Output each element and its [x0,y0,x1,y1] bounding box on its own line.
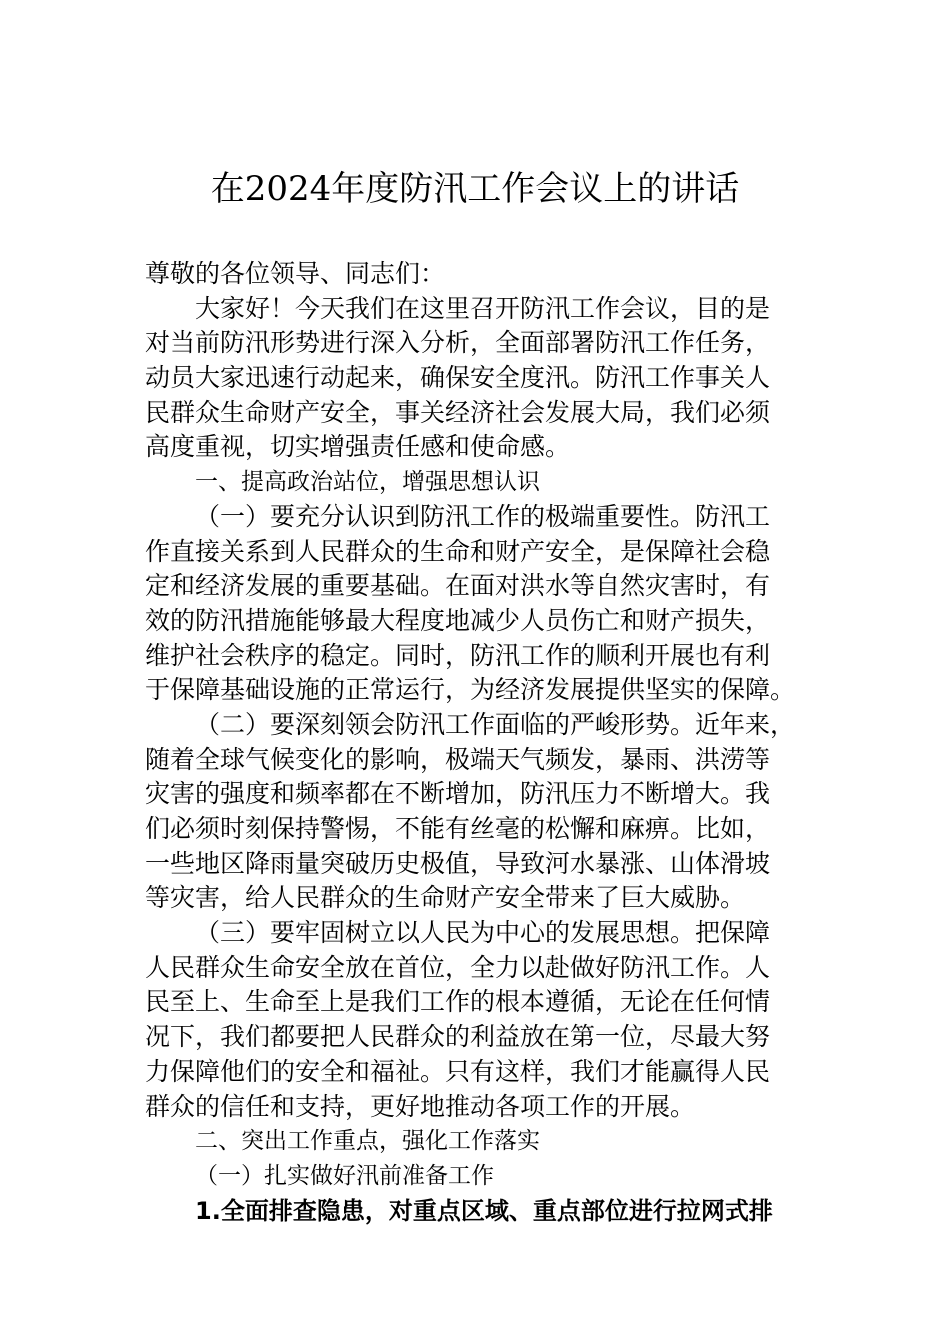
paragraph-line: 效的防汛措施能够最大程度地减少人员伤亡和财产损失， [145,605,771,635]
paragraph-line: 作直接关系到人民群众的生命和财产安全，是保障社会稳 [145,536,771,566]
paragraph-line: 于保障基础设施的正常运行，为经济发展提供坚实的保障。 [145,675,796,705]
paragraph-line: 灾害的强度和频率都在不断增加，防汛压力不断增大。我 [145,779,771,809]
paragraph-line: （三）要牢固树立以人民为中心的发展思想。把保障 [195,918,771,948]
section-heading-2: 二、突出工作重点，强化工作落实 [195,1128,540,1155]
bold-item: 1.全面排查隐患，对重点区域、重点部位进行拉网式排 [195,1196,773,1225]
paragraph-line: 们必须时刻保持警惕，不能有丝毫的松懈和麻痹。比如， [145,814,771,843]
salutation: 尊敬的各位领导、同志们： [145,259,446,288]
paragraph-line: 民群众生命财产安全，事关经济社会发展大局，我们必须 [145,397,771,427]
speech-body [145,257,825,1228]
paragraph-line: 维护社会秩序的稳定。同时，防汛工作的顺利开展也有利 [145,640,771,670]
paragraph-line: 民至上、生命至上是我们工作的根本遵循，无论在任何情 [145,987,771,1017]
paragraph-line: 大家好！今天我们在这里召开防汛工作会议，目的是 [195,293,771,323]
paragraph-line: 随着全球气候变化的影响，极端天气频发，暴雨、洪涝等 [145,744,771,774]
paragraph-line: 群众的信任和支持，更好地推动各项工作的开展。 [145,1091,696,1121]
paragraph-line: 等灾害，给人民群众的生命财产安全带来了巨大威胁。 [145,883,746,913]
subsection-heading: （一）扎实做好汛前准备工作 [195,1162,494,1189]
paragraph-line: 力保障他们的安全和福祉。只有这样，我们才能赢得人民 [145,1056,771,1086]
paragraph-line: （二）要深刻领会防汛工作面临的严峻形势。近年来， [195,709,796,739]
paragraph-line: 人民群众生命安全放在首位，全力以赴做好防汛工作。人 [145,952,771,982]
paragraph-line: 高度重视，切实增强责任感和使命感。 [145,432,571,462]
paragraph-line: （一）要充分认识到防汛工作的极端重要性。防汛工 [195,501,771,531]
paragraph-line: 定和经济发展的重要基础。在面对洪水等自然灾害时，有 [145,571,771,601]
page-title: 在2024年度防汛工作会议上的讲话 [210,169,740,209]
section-heading-1: 一、提高政治站位，增强思想认识 [195,469,540,496]
paragraph-line: 对当前防汛形势进行深入分析，全面部署防汛工作任务， [145,328,771,358]
paragraph-line: 动员大家迅速行动起来，确保安全度汛。防汛工作事关人 [145,363,771,393]
paragraph-line: 一些地区降雨量突破历史极值，导致河水暴涨、山体滑坡 [145,848,771,878]
paragraph-line: 况下，我们都要把人民群众的利益放在第一位，尽最大努 [145,1022,771,1052]
